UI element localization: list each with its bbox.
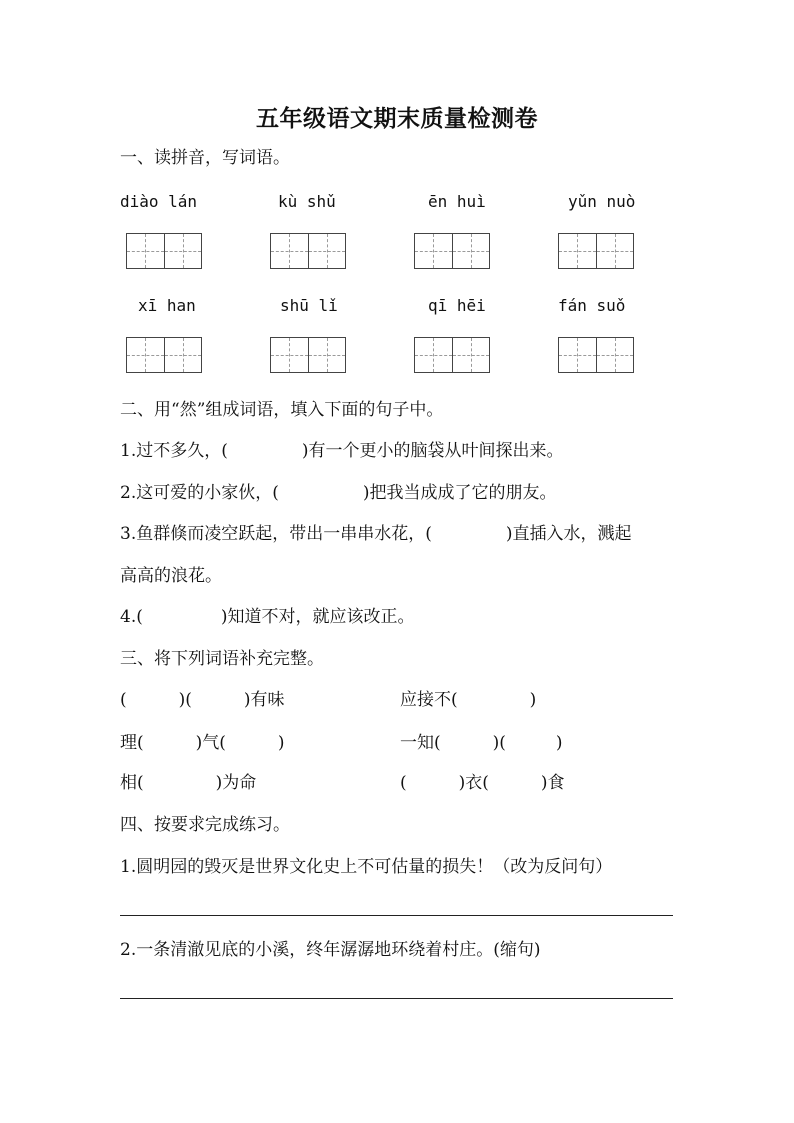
idiom-5: [120, 771, 256, 795]
pinyin-8: fán suǒ: [558, 296, 626, 315]
answer-line[interactable]: [120, 915, 673, 916]
idiom-1: [120, 688, 285, 712]
question-2-3-cont: 高高的浪花。: [120, 566, 222, 586]
question-text: )把我当成成了它的朋友。: [362, 483, 557, 503]
idiom-4: [400, 731, 563, 755]
pinyin-5: xī han: [138, 296, 196, 315]
writing-grid[interactable]: [558, 337, 634, 373]
question-text: 3.鱼群倏而凌空跃起，带出一串串水花，(: [120, 524, 432, 544]
idiom-text: ): [277, 733, 285, 753]
idiom-text: (: [120, 690, 127, 710]
question-text: 4.(: [120, 607, 143, 627]
writing-grid[interactable]: [126, 337, 202, 373]
question-text: )知道不对，就应该改正。: [220, 607, 415, 627]
question-2-1: [120, 439, 564, 463]
writing-grid[interactable]: [270, 337, 346, 373]
question-text: )直插入水，溅起: [505, 524, 632, 544]
question-2-3: [120, 522, 632, 546]
pinyin-7: qī hēi: [428, 296, 486, 315]
idiom-6: [400, 771, 565, 795]
idiom-text: ): [529, 690, 537, 710]
pinyin-1: diào lán: [120, 192, 198, 211]
question-text: 2.这可爱的小家伙，(: [120, 483, 279, 503]
idiom-text: 一知(: [400, 733, 441, 753]
question-4-2: 2.一条清澈见底的小溪，终年潺潺地环绕着村庄。(缩句): [120, 940, 541, 960]
idiom-text: )有味: [243, 690, 285, 710]
idiom-text: )为命: [215, 773, 257, 793]
question-4-1: 1.圆明园的毁灭是世界文化史上不可估量的损失！（改为反问句）: [120, 857, 613, 877]
idiom-2: [400, 688, 536, 712]
idiom-text: )衣(: [458, 773, 489, 793]
idiom-text: (: [400, 773, 407, 793]
idiom-text: )气(: [195, 733, 226, 753]
idiom-text: )(: [178, 690, 192, 710]
writing-grid[interactable]: [126, 233, 202, 269]
section1-heading: 一、读拼音，写词语。: [120, 148, 290, 168]
writing-grid[interactable]: [414, 337, 490, 373]
idiom-text: 相(: [120, 773, 144, 793]
question-text: 1.过不多久，(: [120, 441, 228, 461]
answer-line[interactable]: [120, 998, 673, 999]
writing-grid[interactable]: [414, 233, 490, 269]
idiom-text: ): [555, 733, 563, 753]
writing-grid[interactable]: [558, 233, 634, 269]
pinyin-6: shū lǐ: [280, 296, 338, 315]
question-2-2: [120, 481, 557, 505]
idiom-text: 应接不(: [400, 690, 458, 710]
pinyin-3: ēn huì: [428, 192, 486, 211]
idiom-3: [120, 731, 285, 755]
writing-grid[interactable]: [270, 233, 346, 269]
pinyin-4: yǔn nuò: [568, 192, 636, 211]
section4-heading: 四、按要求完成练习。: [120, 815, 290, 835]
question-text: )有一个更小的脑袋从叶间探出来。: [301, 441, 564, 461]
page-title: 五年级语文期末质量检测卷: [256, 105, 538, 132]
idiom-text: )(: [492, 733, 506, 753]
question-2-4: [120, 605, 415, 629]
pinyin-2: kù shǔ: [278, 192, 336, 211]
idiom-text: )食: [540, 773, 565, 793]
section3-heading: 三、将下列词语补充完整。: [120, 649, 324, 669]
idiom-text: 理(: [120, 733, 144, 753]
section2-heading: 二、用“然”组成词语，填入下面的句子中。: [120, 400, 444, 420]
